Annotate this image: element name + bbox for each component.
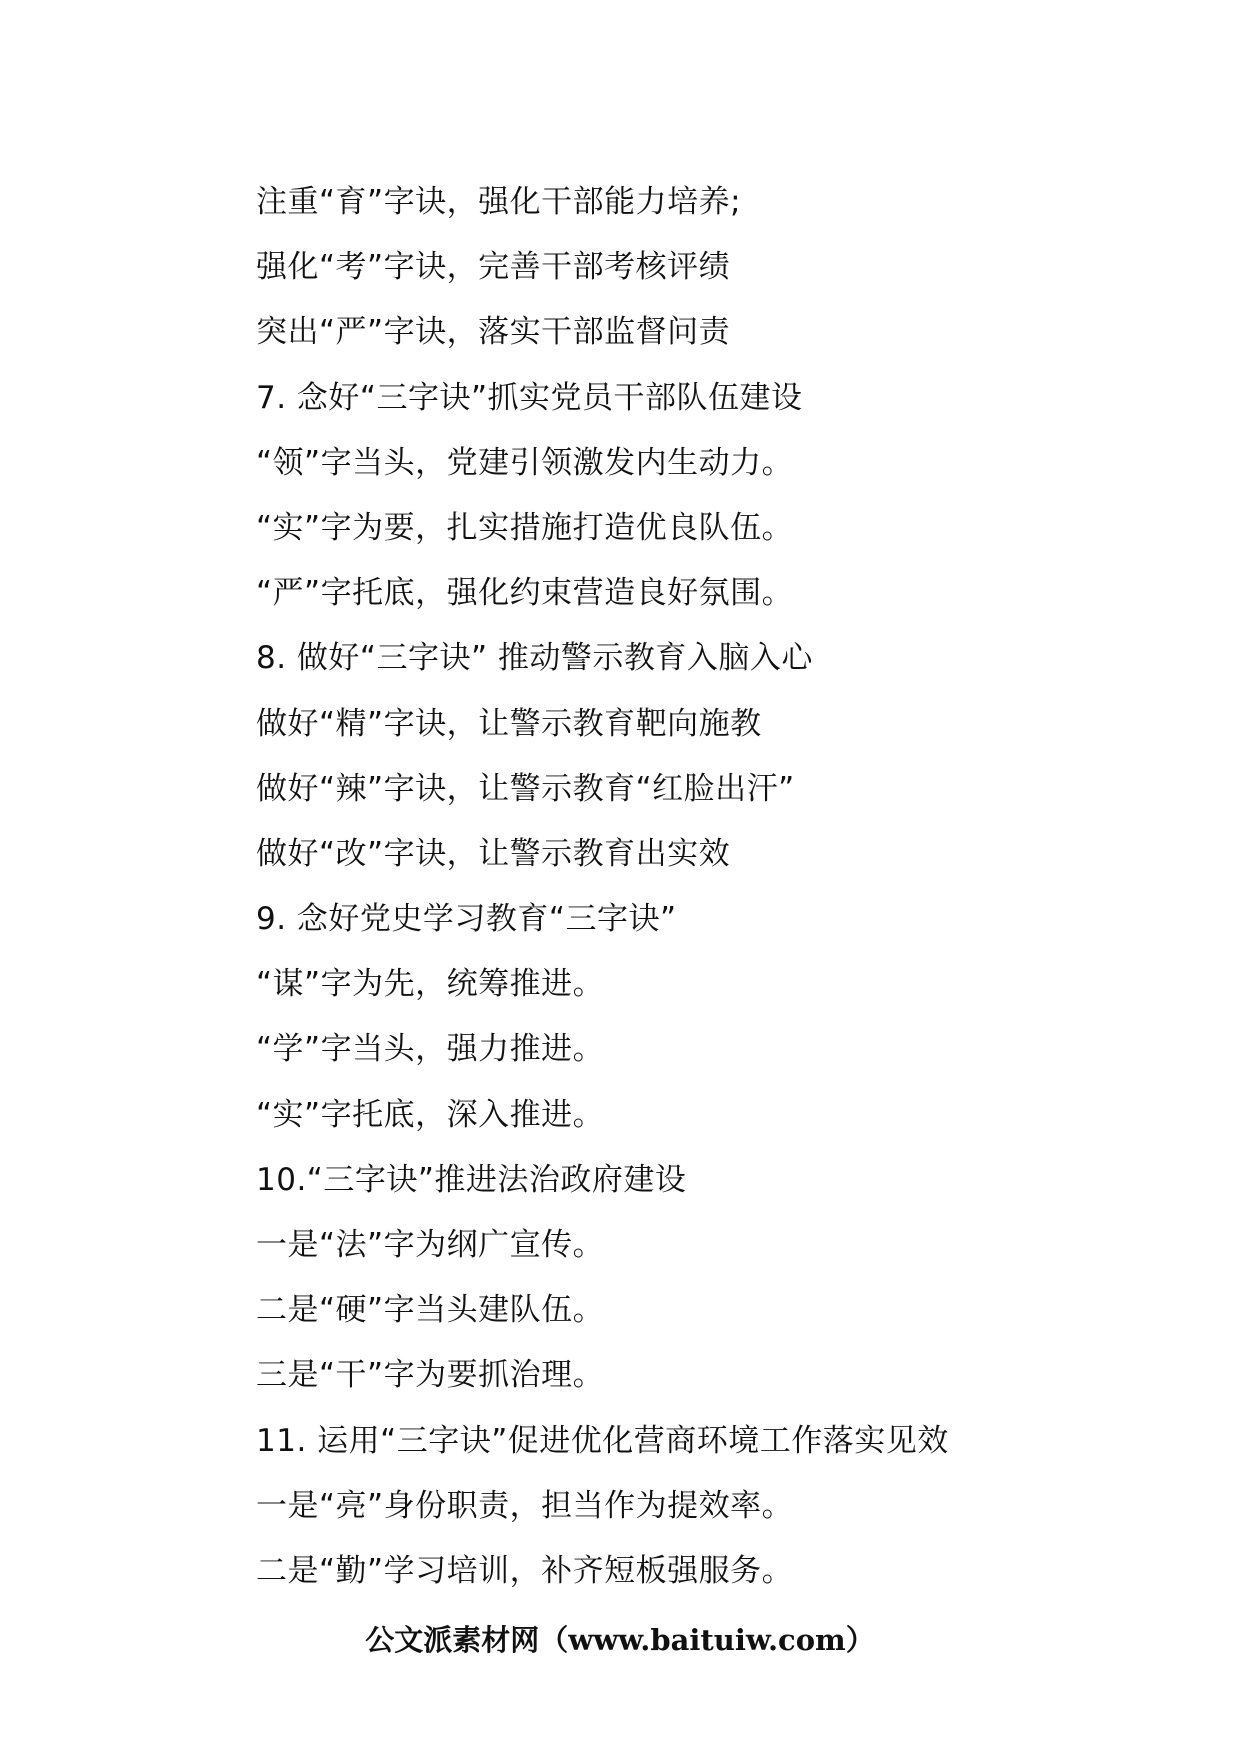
text-line: 做好“辣”字诀，让警示教育“红脸出汗” xyxy=(256,770,795,807)
text-line: 一是“亮”身份职责，担当作为提效率。 xyxy=(256,1487,794,1524)
page-footer: 公文派素材网（www.baituiw.com） xyxy=(365,1623,875,1657)
text-line: “严”字托底，强化约束营造良好氛围。 xyxy=(256,575,794,612)
text-line: 三是“干”字为要抓治理。 xyxy=(256,1357,605,1394)
text-line: “领”字当头，党建引领激发内生动力。 xyxy=(256,444,794,481)
text-line: 二是“勤”学习培训，补齐短板强服务。 xyxy=(256,1552,794,1589)
text-line: 做好“精”字诀，让警示教育靶向施教 xyxy=(256,705,762,742)
text-line: 二是“硬”字当头建队伍。 xyxy=(256,1292,605,1329)
section-heading: 11. 运用“三字诀”促进优化营商环境工作落实见效 xyxy=(256,1422,949,1459)
text-line: “实”字为要，扎实措施打造优良队伍。 xyxy=(256,509,794,546)
text-line: 强化“考”字诀，完善干部考核评绩 xyxy=(256,249,731,286)
section-heading: 10.“三字诀”推进法治政府建设 xyxy=(256,1161,687,1198)
document-body xyxy=(256,170,1196,1604)
section-heading: 7. 念好“三字诀”抓实党员干部队伍建设 xyxy=(256,379,803,416)
text-line: 做好“改”字诀，让警示教育出实效 xyxy=(256,835,731,872)
text-line: “实”字托底，深入推进。 xyxy=(256,1096,605,1133)
text-line: 一是“法”字为纲广宣传。 xyxy=(256,1227,605,1263)
section-heading: 8. 做好“三字诀” 推动警示教育入脑入心 xyxy=(256,640,813,677)
text-line: 突出“严”字诀，落实干部监督问责 xyxy=(256,314,731,351)
section-heading: 9. 念好党史学习教育“三字诀” xyxy=(256,901,677,938)
text-line: “学”字当头，强力推进。 xyxy=(256,1031,605,1068)
text-line: 注重“育”字诀，强化干部能力培养; xyxy=(256,184,742,220)
text-line: “谋”字为先，统筹推进。 xyxy=(256,966,605,1003)
